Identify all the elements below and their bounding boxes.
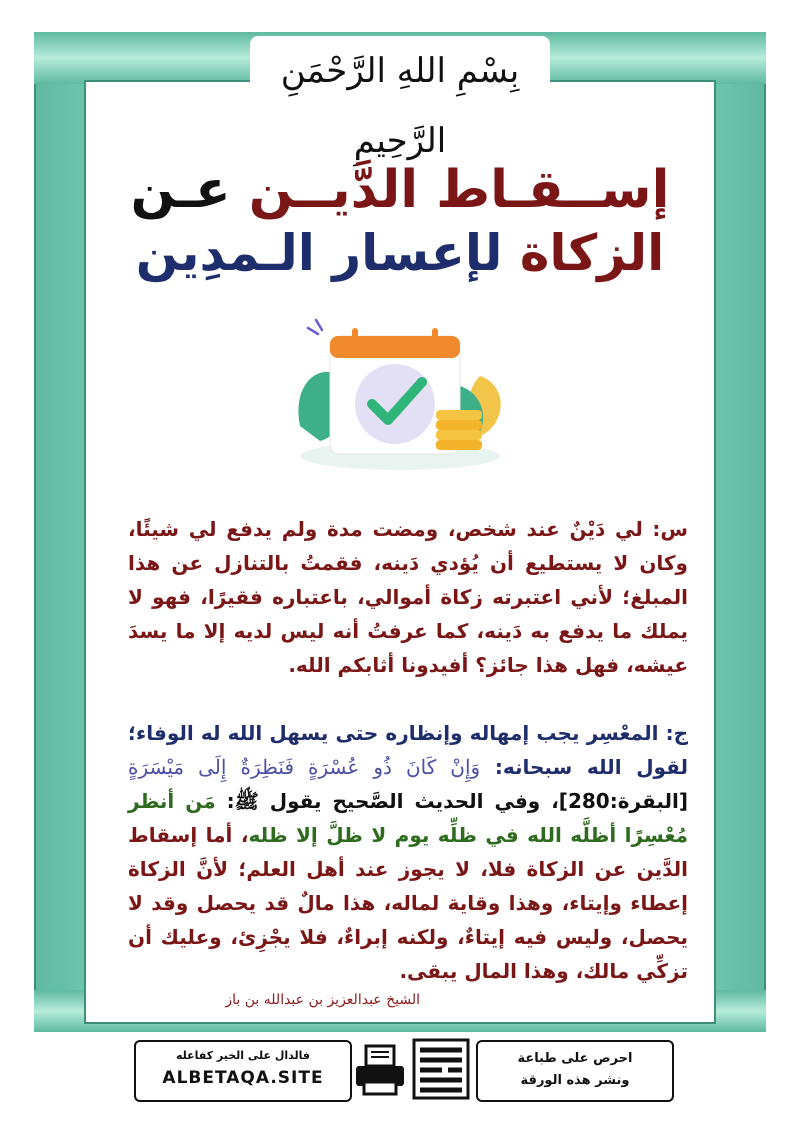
hadith-text: مَن أنظر مُعْسِرًا أظلَّه الله في ظلِّه يوم لا ظلَّ إلا ظله: [128, 789, 688, 847]
calendar-check-coins-illustration: [290, 316, 510, 476]
sparkle-icon: [308, 320, 322, 334]
title-part: عـن: [130, 160, 231, 220]
footer-left-line1: فالدال على الخير كفاعله: [175, 1049, 311, 1062]
calendar-ring-icon: [432, 328, 438, 346]
footer-bar: [128, 1040, 676, 1102]
quran-verse: وَإِنْ كَانَ ذُو عُسْرَةٍ فَنَظِرَةٌ إِلَى مَيْسَرَةٍ: [128, 755, 481, 779]
site-logo-icon: [412, 1038, 470, 1100]
calendar-header-icon: [330, 336, 460, 358]
author-attribution: الشيخ عبدالعزيز بن عبدالله بن باز: [225, 992, 420, 1008]
ruling-text: ، أما إسقاط الدَّين عن الزكاة فلا، لا يجوز عند أهل العلم؛ لأنَّ الزكاة إعطاء وإيتاء، وهذا وقاية لماله، هذا مالٌ قد يحصل وقد لا يحصل، وليس فيه إيتاءٌ، ولكنه إبراءٌ، فلا يجْزِئ، وعليك أن تزكِّي مالك، وهذا المال يبقى.: [128, 823, 688, 983]
title-part: الزكاة: [502, 224, 665, 282]
printer-icon: [352, 1042, 408, 1098]
answer-intro: ج: المعْسِر يجب إمهاله وإنظاره حتى يسهل الله له الوفاء؛ لقول الله سبحانه:: [128, 721, 688, 779]
footer-right-line2: ونشر هذه الورقة: [520, 1073, 630, 1088]
verse-reference: [البقرة:280]، وفي الحديث الصَّحيح يقول ﷺ:: [215, 789, 689, 813]
footer-print-note: [476, 1040, 674, 1102]
footer-site-url: ALBETAQA.SITE: [162, 1068, 324, 1088]
question-text: س: لي دَيْنٌ عند شخص، ومضت مدة ولم يدفع لي شيئًا، وكان لا يستطيع أن يُؤدي دَينه، فقمتُ بالتنازل عن هذا المبلغ؛ لأني اعتبرته زكاة أموالي، باعتباره فقيرًا، فهو لا يملك ما يدفع به دَينه، كما عرفتُ أنه ليس لديه إلا ما يسدَ عيشه، فهل هذا جائز؟ أفيدونا أثابكم الله.: [128, 517, 688, 677]
page-title-line1: [100, 160, 700, 220]
bismillah-calligraphy: بِسْمِ اللهِ الرَّحْمَنِ الرَّحِيمِ: [250, 36, 550, 106]
title-part: إســقـاط الدَّيــن: [230, 160, 670, 220]
coins-icon: [436, 410, 482, 450]
answer-text: [128, 716, 688, 988]
page-title-line2: [100, 224, 700, 282]
title-part: لإعسار الـمدِين: [135, 224, 503, 282]
footer-site-note: [134, 1040, 352, 1102]
calendar-ring-icon: [352, 328, 358, 346]
footer-right-line1: احرص على طباعة: [517, 1051, 633, 1066]
